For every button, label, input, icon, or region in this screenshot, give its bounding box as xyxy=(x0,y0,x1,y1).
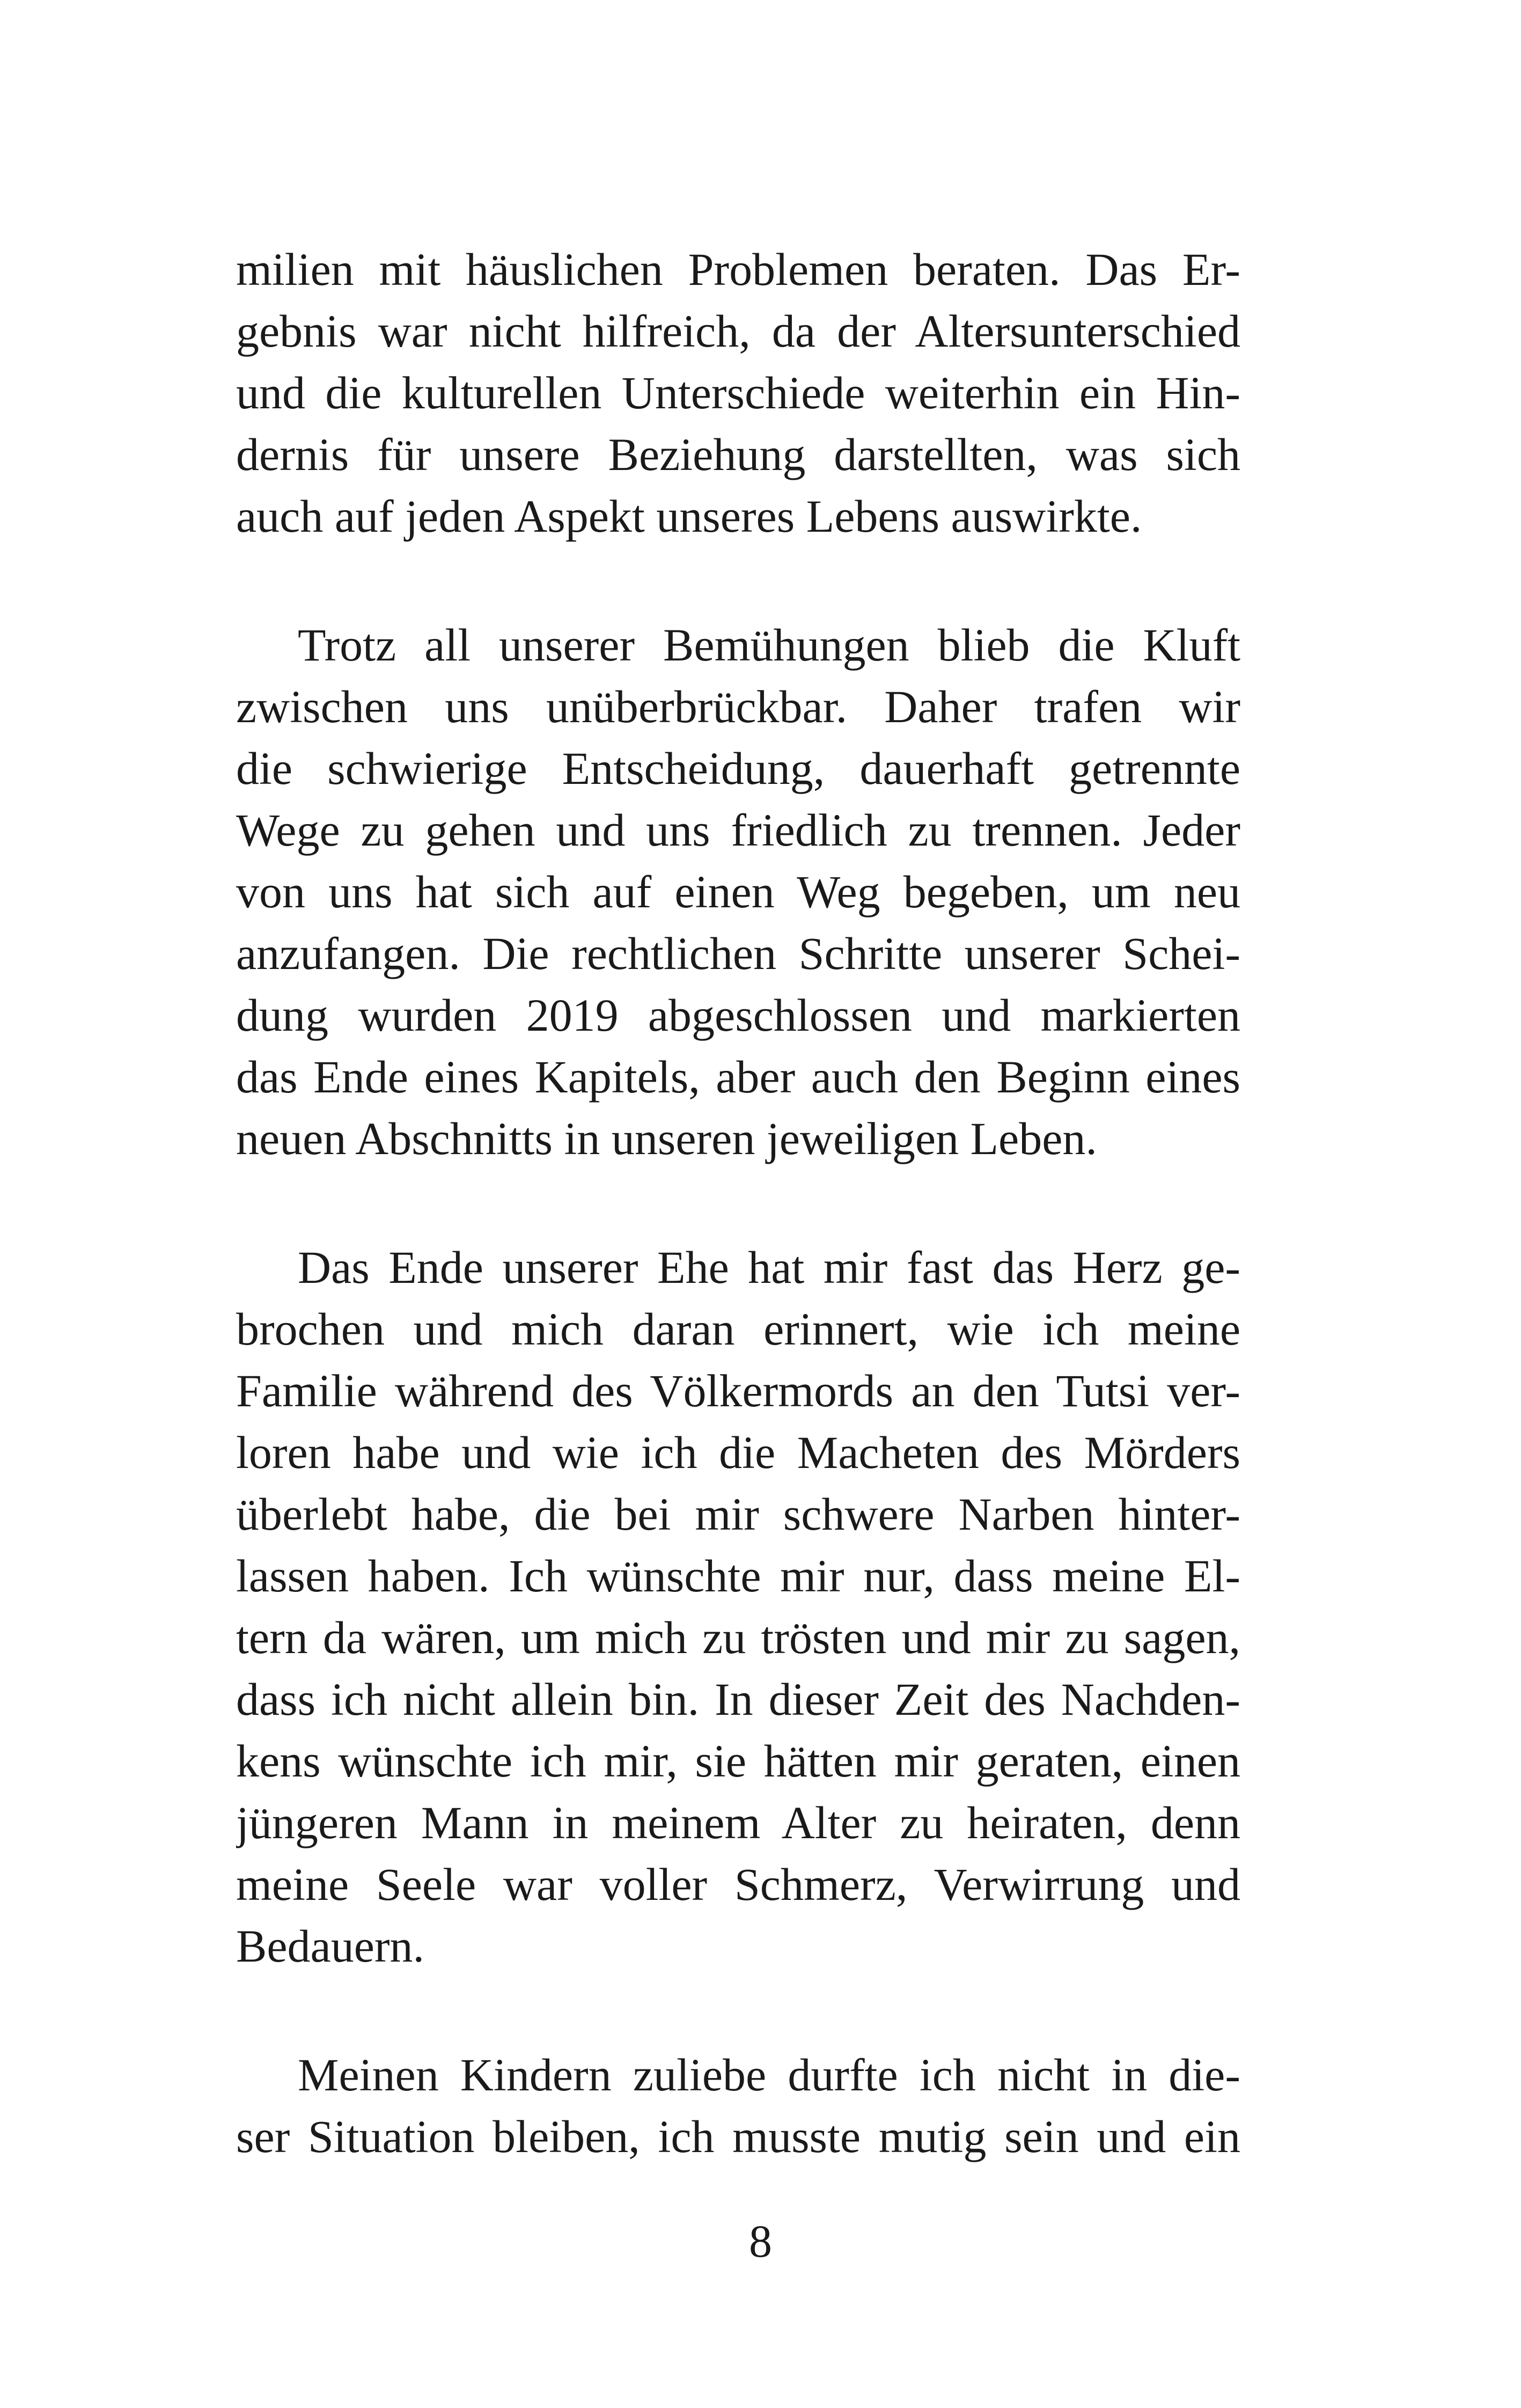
text-line: milien mit häuslichen Problemen beraten. Das Er- xyxy=(236,244,1240,295)
page-number: 8 xyxy=(749,2215,772,2267)
text-line: das Ende eines Kapitels, aber auch den Beginn eines xyxy=(236,1051,1240,1103)
text-line: dass ich nicht allein bin. In dieser Zeit des Nachden- xyxy=(236,1673,1240,1725)
paragraph xyxy=(236,614,1240,1170)
text-line: tern da wären, um mich zu trösten und mir zu sagen, xyxy=(236,1612,1240,1663)
text-line: lassen haben. Ich wünschte mir nur, dass meine El- xyxy=(236,1550,1240,1602)
text-line: Familie während des Völkermords an den Tutsi ver- xyxy=(236,1365,1240,1416)
text-line: kens wünschte ich mir, sie hätten mir geraten, einen xyxy=(236,1735,1240,1787)
paragraph xyxy=(236,239,1240,547)
body-text xyxy=(236,239,1240,2168)
text-line: Das Ende unserer Ehe hat mir fast das Herz ge- xyxy=(298,1242,1240,1293)
text-line: jüngeren Mann in meinem Alter zu heiraten, denn xyxy=(236,1797,1240,1848)
text-line: anzufangen. Die rechtlichen Schritte unserer Schei- xyxy=(236,928,1240,979)
text-line: die schwierige Entscheidung, dauerhaft getrennte xyxy=(236,743,1240,794)
text-line: Meinen Kindern zuliebe durfte ich nicht in die- xyxy=(298,2049,1240,2101)
text-line: Wege zu gehen und uns friedlich zu trennen. Jeder xyxy=(236,804,1240,856)
text-line: neuen Abschnitts in unseren jeweiligen Leben. xyxy=(236,1113,1097,1164)
text-line: ser Situation bleiben, ich musste mutig sein und ein xyxy=(236,2111,1240,2162)
text-line: dernis für unsere Beziehung darstellten, was sich xyxy=(236,429,1240,480)
text-line: meine Seele war voller Schmerz, Verwirrung und xyxy=(236,1859,1240,1910)
text-line: Bedauern. xyxy=(236,1920,425,1972)
text-line: Trotz all unserer Bemühungen blieb die Kluft xyxy=(298,619,1240,671)
text-line: gebnis war nicht hilfreich, da der Altersunterschied xyxy=(236,305,1240,357)
text-line: brochen und mich daran erinnert, wie ich meine xyxy=(236,1303,1240,1355)
text-line: von uns hat sich auf einen Weg begeben, um neu xyxy=(236,866,1240,917)
text-line: auch auf jeden Aspekt unseres Lebens auswirkte. xyxy=(236,490,1142,542)
text-line: dung wurden 2019 abgeschlossen und markierten xyxy=(236,989,1240,1041)
text-line: und die kulturellen Unterschiede weiterhin ein Hin- xyxy=(236,367,1240,419)
paragraph xyxy=(236,2044,1240,2168)
text-line: überlebt habe, die bei mir schwere Narben hinter- xyxy=(236,1488,1240,1540)
text-line: loren habe und wie ich die Macheten des Mörders xyxy=(236,1427,1240,1478)
paragraph xyxy=(236,1237,1240,1977)
text-line: zwischen uns unüberbrückbar. Daher trafen wir xyxy=(236,681,1240,732)
